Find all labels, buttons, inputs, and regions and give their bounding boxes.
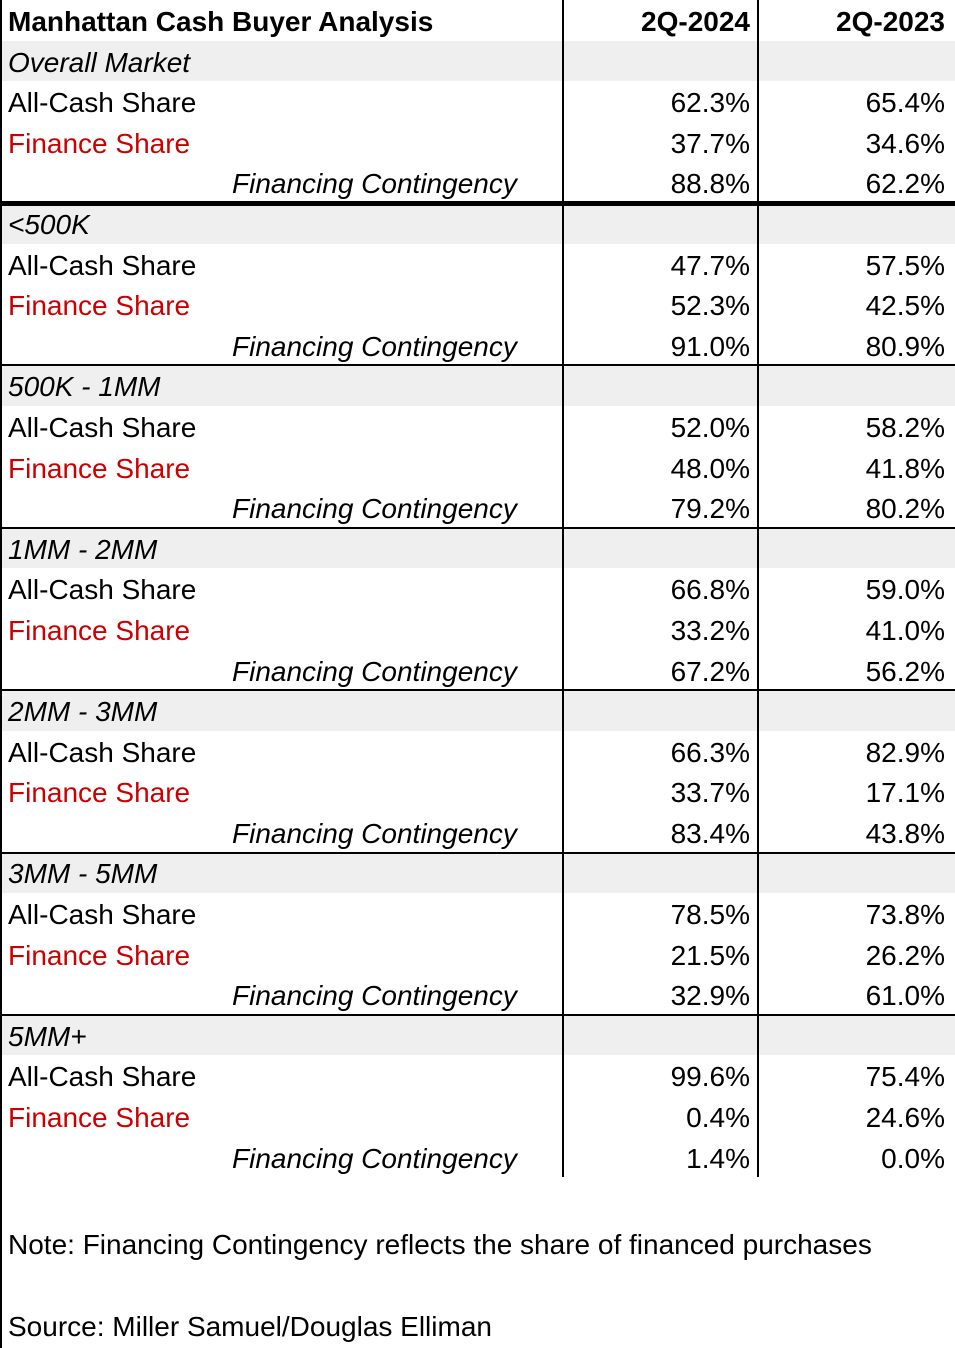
section-label: 5MM+ bbox=[8, 1020, 87, 1052]
value-cell: 66.3% bbox=[670, 736, 750, 768]
value-cell: 79.2% bbox=[670, 493, 750, 525]
row-label: Financing Contingency bbox=[232, 1142, 517, 1174]
value-cell: 61.0% bbox=[865, 980, 945, 1012]
value-cell: 48.0% bbox=[670, 452, 750, 484]
value-cell: 88.8% bbox=[670, 168, 750, 200]
table-title: Manhattan Cash Buyer Analysis bbox=[8, 6, 434, 37]
value-cell: 41.0% bbox=[865, 614, 945, 646]
all-cash-share-row bbox=[0, 406, 955, 447]
value-cell: 80.9% bbox=[865, 330, 945, 362]
all-cash-share-row bbox=[0, 731, 955, 772]
value-cell: 75.4% bbox=[865, 1061, 945, 1093]
all-cash-share-row bbox=[0, 893, 955, 934]
row-label: All-Cash Share bbox=[8, 87, 197, 119]
value-cell: 73.8% bbox=[865, 899, 945, 931]
section-divider bbox=[0, 527, 955, 529]
row-label: Finance Share bbox=[8, 1102, 191, 1134]
value-cell: 82.9% bbox=[865, 736, 945, 768]
value-cell: 37.7% bbox=[670, 127, 750, 159]
value-cell: 66.8% bbox=[670, 574, 750, 606]
value-cell: 62.3% bbox=[670, 87, 750, 119]
row-label: Financing Contingency bbox=[232, 493, 517, 525]
value-cell: 99.6% bbox=[670, 1061, 750, 1093]
finance-share-row bbox=[0, 1096, 955, 1137]
finance-share-row bbox=[0, 609, 955, 650]
value-cell: 43.8% bbox=[865, 817, 945, 849]
finance-share-row bbox=[0, 934, 955, 975]
source-note: Source: Miller Samuel/Douglas Elliman bbox=[8, 1311, 492, 1342]
row-label: Financing Contingency bbox=[232, 817, 517, 849]
value-cell: 33.2% bbox=[670, 614, 750, 646]
financing-contingency-row bbox=[0, 650, 955, 691]
value-cell: 52.3% bbox=[670, 290, 750, 322]
finance-share-row bbox=[0, 122, 955, 163]
financing-contingency-row bbox=[0, 812, 955, 853]
section-label: 1MM - 2MM bbox=[8, 533, 158, 565]
section-divider bbox=[0, 201, 955, 206]
column-divider bbox=[757, 0, 759, 1177]
value-cell: 59.0% bbox=[865, 574, 945, 606]
value-cell: 41.8% bbox=[865, 452, 945, 484]
financing-contingency-row bbox=[0, 325, 955, 366]
value-cell: 33.7% bbox=[670, 777, 750, 809]
column-header: 2Q-2023 bbox=[836, 6, 945, 37]
row-label: Finance Share bbox=[8, 452, 191, 484]
all-cash-share-row bbox=[0, 568, 955, 609]
row-label: All-Cash Share bbox=[8, 411, 197, 443]
value-cell: 67.2% bbox=[670, 655, 750, 687]
financing-contingency-row bbox=[0, 487, 955, 528]
header-row bbox=[0, 0, 955, 41]
row-label: Financing Contingency bbox=[232, 655, 517, 687]
value-cell: 62.2% bbox=[865, 168, 945, 200]
section-divider bbox=[0, 852, 955, 854]
value-cell: 83.4% bbox=[670, 817, 750, 849]
row-label: Finance Share bbox=[8, 614, 191, 646]
section-label: Overall Market bbox=[8, 46, 191, 78]
value-cell: 21.5% bbox=[670, 939, 750, 971]
value-cell: 91.0% bbox=[670, 330, 750, 362]
section-row bbox=[0, 852, 955, 893]
section-row bbox=[0, 203, 955, 244]
financing-contingency-row bbox=[0, 1137, 955, 1178]
value-cell: 1.4% bbox=[686, 1142, 750, 1174]
section-divider bbox=[0, 1014, 955, 1016]
section-row bbox=[0, 41, 955, 82]
row-label: Finance Share bbox=[8, 939, 191, 971]
row-label: All-Cash Share bbox=[8, 1061, 197, 1093]
row-label: Financing Contingency bbox=[232, 168, 517, 200]
section-row bbox=[0, 1015, 955, 1056]
row-label: All-Cash Share bbox=[8, 249, 197, 281]
value-cell: 32.9% bbox=[670, 980, 750, 1012]
value-cell: 58.2% bbox=[865, 411, 945, 443]
row-label: Financing Contingency bbox=[232, 330, 517, 362]
all-cash-share-row bbox=[0, 244, 955, 285]
row-label: All-Cash Share bbox=[8, 899, 197, 931]
row-label: Financing Contingency bbox=[232, 980, 517, 1012]
value-cell: 26.2% bbox=[865, 939, 945, 971]
row-label: All-Cash Share bbox=[8, 736, 197, 768]
value-cell: 42.5% bbox=[865, 290, 945, 322]
row-label: Finance Share bbox=[8, 127, 191, 159]
section-divider bbox=[0, 364, 955, 366]
column-header: 2Q-2024 bbox=[641, 6, 750, 37]
value-cell: 24.6% bbox=[865, 1102, 945, 1134]
row-label: Finance Share bbox=[8, 777, 191, 809]
section-row bbox=[0, 690, 955, 731]
row-label: All-Cash Share bbox=[8, 574, 197, 606]
section-label: <500K bbox=[8, 208, 90, 240]
section-label: 2MM - 3MM bbox=[8, 696, 158, 728]
footnote: Note: Financing Contingency reflects the share of financed purchases bbox=[8, 1229, 872, 1260]
finance-share-row bbox=[0, 771, 955, 812]
financing-contingency-row bbox=[0, 974, 955, 1015]
section-row bbox=[0, 528, 955, 569]
row-label: Finance Share bbox=[8, 290, 191, 322]
value-cell: 57.5% bbox=[865, 249, 945, 281]
value-cell: 80.2% bbox=[865, 493, 945, 525]
section-divider bbox=[0, 689, 955, 691]
value-cell: 34.6% bbox=[865, 127, 945, 159]
value-cell: 56.2% bbox=[865, 655, 945, 687]
all-cash-share-row bbox=[0, 81, 955, 122]
section-row bbox=[0, 365, 955, 406]
column-divider bbox=[562, 0, 564, 1177]
value-cell: 52.0% bbox=[670, 411, 750, 443]
financing-contingency-row bbox=[0, 162, 955, 203]
value-cell: 0.4% bbox=[686, 1102, 750, 1134]
finance-share-row bbox=[0, 447, 955, 488]
value-cell: 65.4% bbox=[865, 87, 945, 119]
all-cash-share-row bbox=[0, 1055, 955, 1096]
section-label: 500K - 1MM bbox=[8, 371, 161, 403]
section-label: 3MM - 5MM bbox=[8, 858, 158, 890]
value-cell: 17.1% bbox=[865, 777, 945, 809]
value-cell: 0.0% bbox=[881, 1142, 945, 1174]
value-cell: 78.5% bbox=[670, 899, 750, 931]
value-cell: 47.7% bbox=[670, 249, 750, 281]
finance-share-row bbox=[0, 284, 955, 325]
